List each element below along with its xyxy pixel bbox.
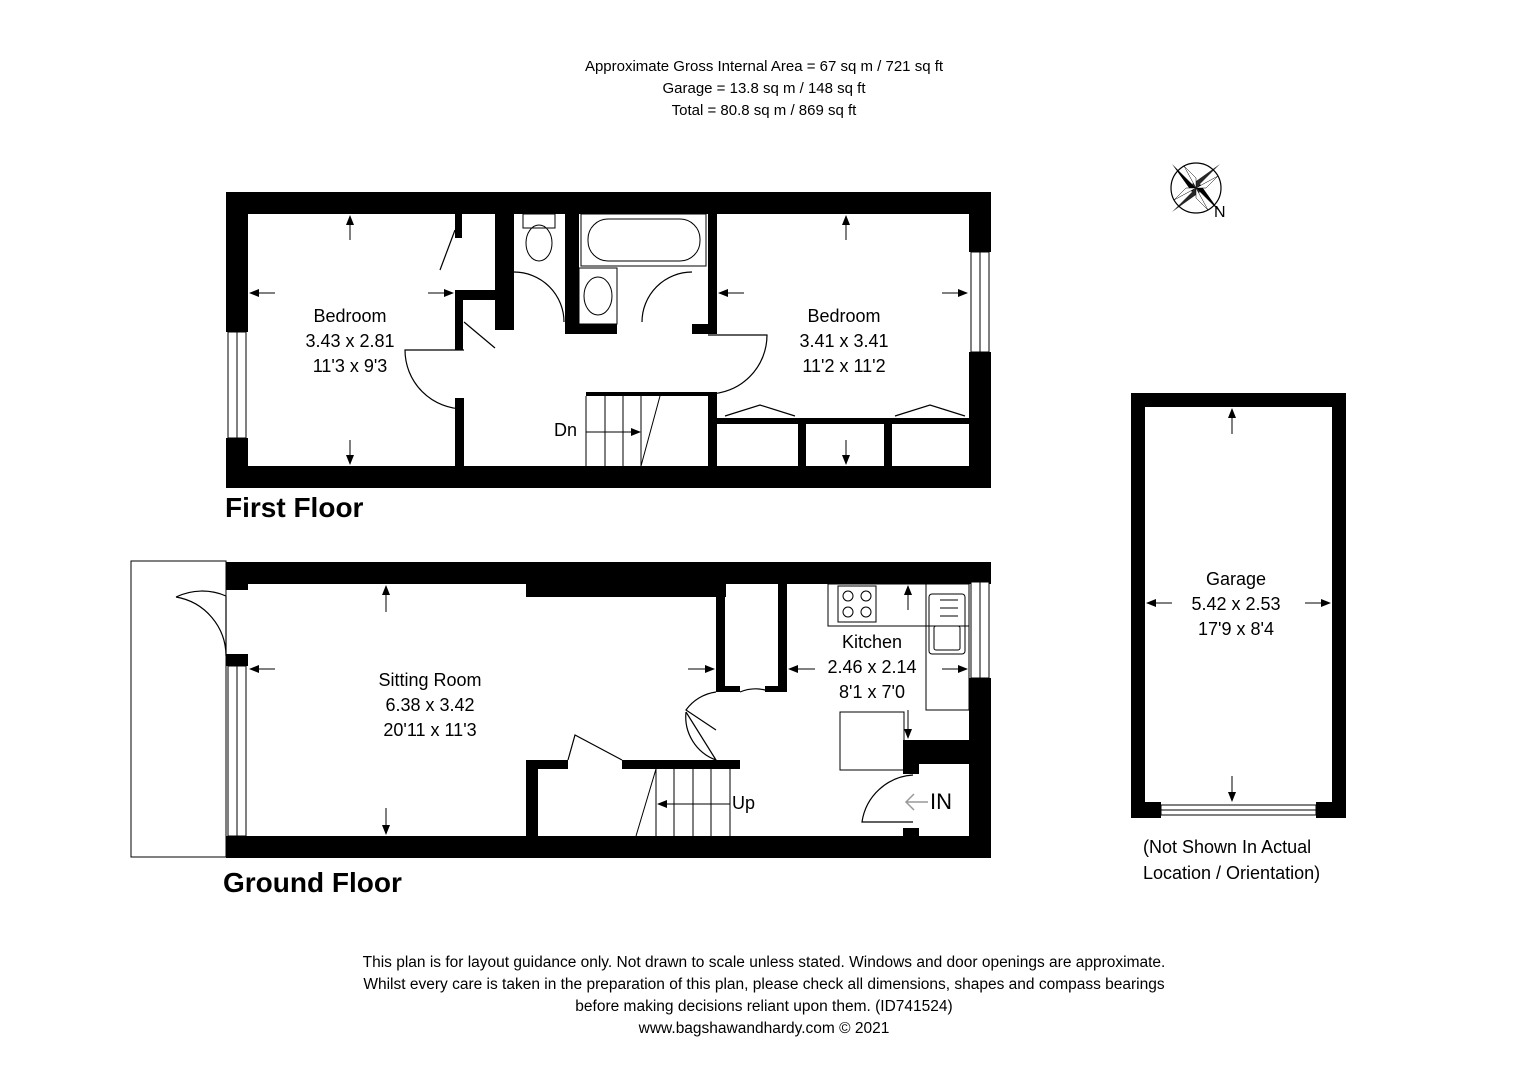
room-name: Bedroom — [313, 306, 387, 326]
disclaimer-line-1: This plan is for layout guidance only. Not drawn to scale unless stated. Windows and door openings are approximate. — [362, 954, 1166, 971]
window-bedroom-right — [971, 252, 989, 352]
garage-door — [1161, 805, 1316, 815]
entrance-arrow — [906, 794, 928, 810]
window-bedroom-left — [228, 332, 246, 438]
room-name: Sitting Room — [378, 670, 482, 690]
disclaimer-line-3: before making decisions reliant upon them. (ID741524) — [575, 998, 953, 1015]
room-label-bedroom-1 — [280, 304, 420, 379]
room-name: Kitchen — [841, 632, 903, 652]
room-label-bedroom-2 — [774, 304, 914, 379]
stairs-down — [586, 396, 660, 466]
room-imperial: 8'1 x 7'0 — [839, 682, 905, 702]
stairs-down-label: Dn — [554, 420, 578, 440]
room-name: Garage — [1205, 569, 1267, 589]
first-floor-title: First Floor — [225, 492, 364, 523]
basin-fixture — [579, 268, 617, 324]
room-imperial: 11'3 x 9'3 — [312, 356, 388, 376]
area-line-garage: Garage = 13.8 sq m / 148 sq ft — [662, 80, 866, 97]
compass-north-label: N — [1214, 204, 1226, 221]
room-metric: 6.38 x 3.42 — [385, 695, 475, 715]
disclaimer — [0, 952, 1528, 1040]
room-metric: 5.42 x 2.53 — [1191, 594, 1281, 614]
hob-fixture — [838, 586, 876, 622]
stairs-up-label: Up — [732, 793, 756, 813]
ground-floor-title: Ground Floor — [223, 867, 402, 898]
room-label-sitting-room — [340, 668, 520, 743]
area-summary — [0, 56, 1528, 122]
room-imperial: 17'9 x 8'4 — [1198, 619, 1274, 639]
window-kitchen — [971, 582, 989, 678]
room-imperial: 20'11 x 11'3 — [383, 720, 477, 740]
room-label-garage — [1166, 567, 1306, 642]
disclaimer-line-2: Whilst every care is taken in the preparation of this plan, please check all dimensions, shapes and compass bearings — [363, 976, 1165, 993]
garage-note-line-2: Location / Orientation) — [1143, 863, 1321, 883]
garage-note-line-1: (Not Shown In Actual — [1143, 837, 1312, 857]
website-copyright[interactable]: www.bagshawandhardy.com © 2021 — [638, 1020, 890, 1037]
room-metric: 3.43 x 2.81 — [305, 331, 395, 351]
area-line-gia: Approximate Gross Internal Area = 67 sq m / 721 sq ft — [584, 58, 944, 75]
bath-fixture — [581, 214, 706, 266]
room-metric: 2.46 x 2.14 — [827, 657, 917, 677]
entrance-label: IN — [930, 789, 952, 814]
ground-floor-plan — [131, 561, 991, 858]
patio-window — [228, 666, 246, 836]
stairs-up — [636, 769, 730, 836]
area-line-total: Total = 80.8 sq m / 869 sq ft — [671, 102, 857, 119]
room-metric: 3.41 x 3.41 — [799, 331, 889, 351]
room-name: Bedroom — [807, 306, 881, 326]
room-label-kitchen — [802, 630, 942, 705]
garage-location-note — [1143, 834, 1320, 886]
toilet-fixture — [523, 214, 555, 261]
room-imperial: 11'2 x 11'2 — [802, 356, 886, 376]
